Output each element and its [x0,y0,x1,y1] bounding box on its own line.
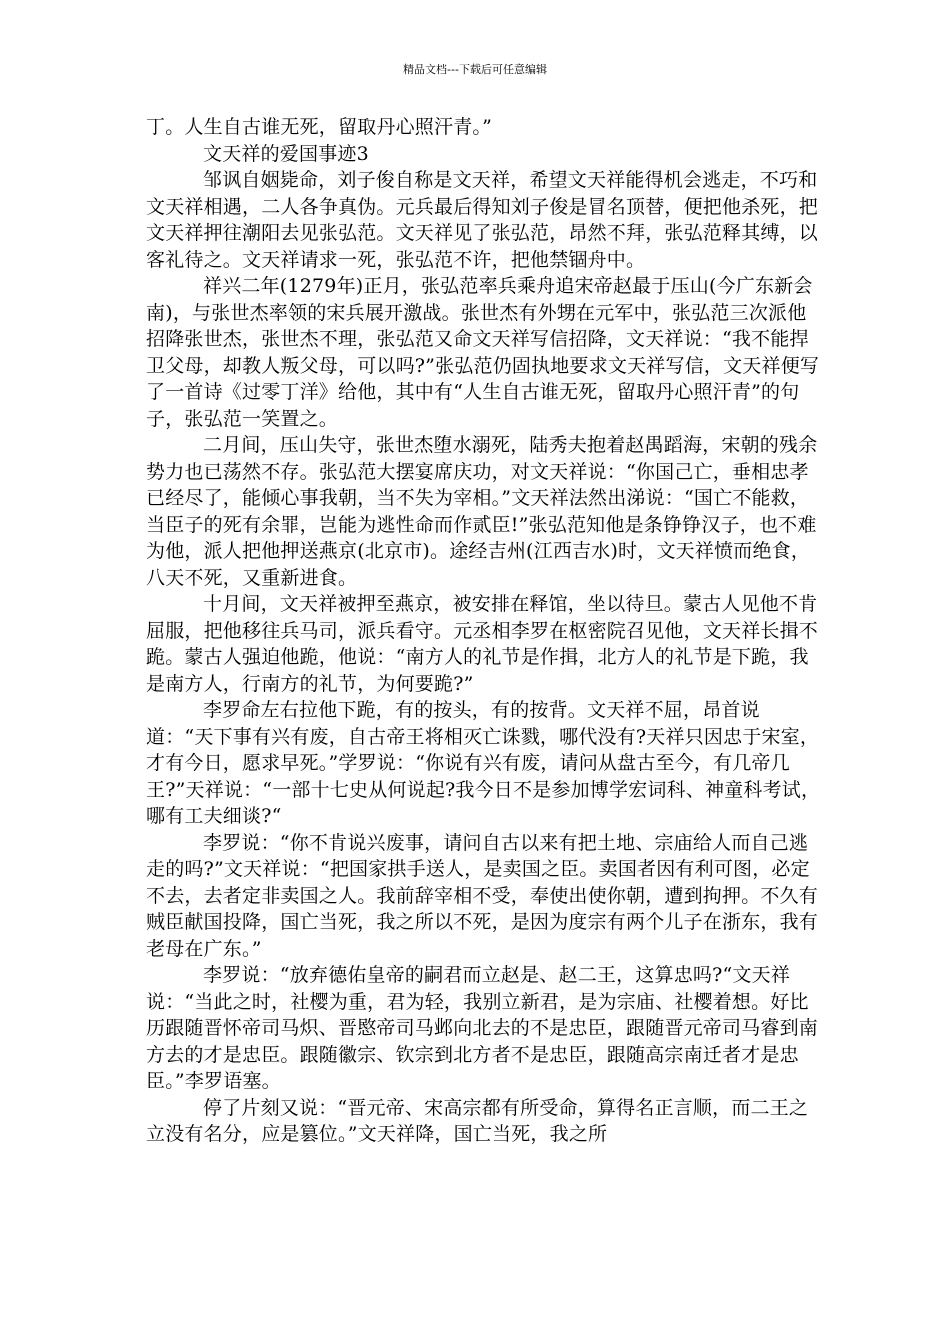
paragraph: 李罗说：“你不肯说兴废事，请问自古以来有把土地、宗庙给人而自己逃走的吗?”文天祥说：“把国家拱手送人，是卖国之臣。卖国者因有利可图，必定不去，去者定非卖国之人。我前辞宰相不受，奉使出使你朝，遭到拘押。不久有贼臣献国投降，国亡当死，我之所以不死，是因为度宗有两个儿子在浙东，我有老母在广东。” [146,831,819,960]
document-body [146,114,824,1148]
section-title: 文天祥的爱国事迹3 [203,142,369,165]
paragraph: 十月间，文天祥被押至燕京，被安排在释馆，坐以待旦。蒙古人见他不肯屈服，把他移往兵马司，派兵看守。元丞相李罗在枢密院召见他，文天祥长揖不跪。蒙古人强迫他跪，他说：“南方人的礼节是作揖，北方人的礼节是下跪，我是南方人，行南方的礼节，为何要跪?” [146,593,819,695]
paragraph-continuation: 丁。人生自古谁无死，留取丹心照汗青。” [146,116,493,138]
paragraph: 二月间，压山失守，张世杰堕水溺死，陆秀夫抱着赵禺蹈海，宋朝的残余势力也已荡然不存。张弘范大摆宴席庆功，对文天祥说：“你国己亡，垂相忠孝已经尽了，能倾心事我朝，当不失为宰相。”文天祥法然出涕说：“国亡不能救，当臣子的死有余罪，岂能为逃性命而作贰臣!”张弘范知他是条铮铮汉子，也不难为他，派人把他押送燕京(北京市)。途经吉州(江西吉水)时，文天祥愤而绝食，八天不死，又重新进食。 [146,434,818,589]
paragraph: 李罗说：“放弃德佑皇帝的嗣君而立赵是、赵二王，这算忠吗?“文天祥说：“当此之时，社樱为重，君为轻，我别立新君，是为宗庙、社樱着想。好比历跟随晋怀帝司马炽、晋愍帝司马邺向北去的不是忠臣，跟随晋元帝司马睿到南方去的才是忠臣。跟随徽宗、钦宗到北方者不是忠臣，跟随高宗南迁者才是忠臣。”李罗语塞。 [146,964,819,1092]
paragraph: 祥兴二年(1279年)正月，张弘范率兵乘舟追宋帝赵最于压山(今广东新会南)，与张世杰率领的宋兵展开激战。张世杰有外甥在元军中，张弘范三次派他招降张世杰，张世杰不理，张弘范又命文天祥写信招降，文天祥说：“我不能捍卫父母，却教人叛父母，可以吗?”张弘范仍固执地要求文天祥写信，文天祥便写了一首诗《过零丁洋》给他，其中有“人生自古谁无死，留取丹心照汗青”的句子，张弘范一笑置之。 [146,275,820,430]
paragraph: 停了片刻又说：“晋元帝、宋高宗都有所受命，算得名正言顺，而二王之立没有名分，应是篡位。”文天祥降，国亡当死，我之所 [146,1096,809,1145]
page-header: 精品文档---下载后可任意编辑 [403,63,547,76]
paragraph: 邹讽自姻毙命，刘子俊自称是文天祥，希望文天祥能得机会逃走，不巧和文天祥相遇，二人各争真伪。元兵最后得知刘子俊是冒名顶替，便把他杀死，把文天祥押往潮阳去见张弘范。文天祥见了张弘范，昂然不拜，张弘范释其缚，以客礼待之。文天祥请求一死，张弘范不许，把他禁锢舟中。 [146,169,819,271]
paragraph: 李罗命左右拉他下跪，有的按头，有的按背。文天祥不屈，昂首说道：“天下事有兴有废，自古帝王将相灭亡诛戮，哪代没有?天祥只因忠于宋室，才有今日，愿求早死。”学罗说：“你说有兴有废，请问从盘古至今，有几帝几王?”天祥说：“一部十七史从何说起?我今日不是参加博学宏词科、神童科考试，哪有工夫细谈?“ [146,699,821,827]
